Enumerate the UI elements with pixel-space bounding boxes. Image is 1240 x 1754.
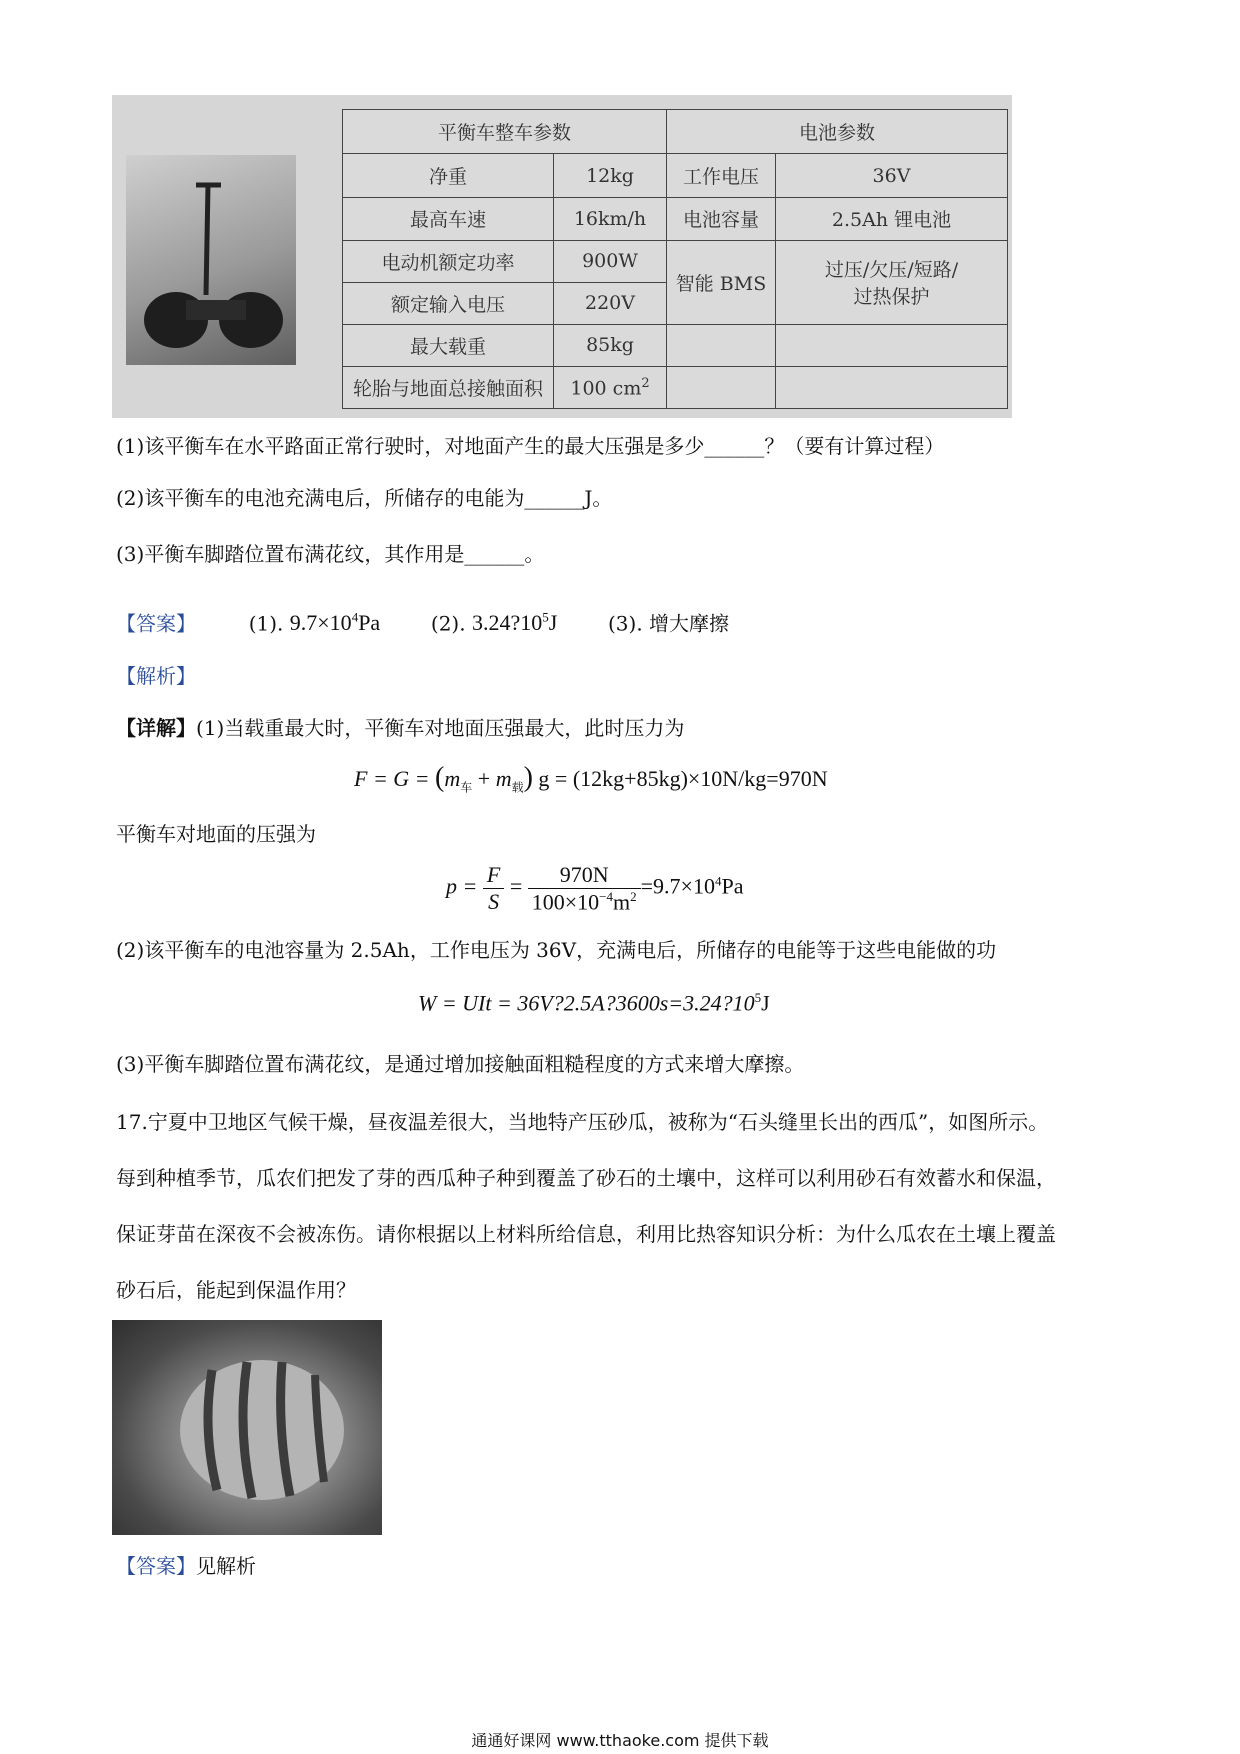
table-cell: 最高车速	[343, 198, 554, 240]
table-cell: 最大载重	[343, 324, 554, 366]
formula-force: $F = G = (m_车 + m_载) g = (12kg+85kg)\times 10N/kg=970N$	[354, 762, 828, 795]
table-cell: 16km/h	[554, 198, 667, 240]
table-cell: 净重	[343, 154, 554, 198]
segway-icon	[126, 155, 296, 365]
answer-3-prefix: (3).	[608, 611, 643, 636]
table-header-vehicle: 平衡车整车参数	[343, 110, 667, 154]
formula-force-right: g = (12kg+85kg)×10N/kg=970N	[538, 766, 828, 791]
table-cell-bms-label: 智能 BMS	[667, 240, 776, 324]
answer-1-value: $9.7\times 10^4Pa$	[289, 610, 381, 636]
bms-value-line1: 过压/欠压/短路/	[824, 259, 959, 282]
watermelon-photo	[112, 1320, 382, 1535]
formula-energy: W = UIt = $36V?2.5A?3600s=3.24?10^5J$	[418, 990, 770, 1016]
detail-line	[116, 714, 684, 742]
table-cell: 220V	[554, 282, 667, 324]
table-cell: 工作电压	[667, 154, 776, 198]
q17-line1: 17.宁夏中卫地区气候干燥，昼夜温差很大，当地特产压砂瓜，被称为“石头缝里长出的西瓜”，如图所示。	[116, 1110, 1049, 1134]
question-3: (3)平衡车脚踏位置布满花纹，其作用是______。	[116, 542, 545, 566]
segway-photo	[126, 155, 296, 365]
formula-pressure: p = $\frac{F}{S}$ = $\frac{970N}{100\times 10^{-4}m^2}$ $=9.7\times 10^4Pa$	[446, 862, 744, 915]
table-cell-bms-value	[776, 240, 1008, 324]
answer-label: 【答案】	[116, 611, 196, 636]
friction-text: (3)平衡车脚踏位置布满花纹，是通过增加接触面粗糙程度的方式来增大摩擦。	[116, 1052, 805, 1076]
table-cell-empty	[667, 324, 776, 366]
bms-value-line2: 过热保护	[853, 286, 930, 309]
contact-area-value: 100 cm	[570, 377, 642, 400]
watermelon-icon	[112, 1320, 382, 1535]
detail-label: 【详解】	[116, 716, 196, 740]
answer-2-value: $3.24?10^5J$	[471, 610, 558, 636]
table-cell-empty	[776, 324, 1008, 366]
answer-1-prefix: (1).	[248, 611, 284, 636]
table-cell: 100 $cm^2$	[554, 366, 667, 408]
q17-line2: 每到种植季节，瓜农们把发了芽的西瓜种子种到覆盖了砂石的土壤中，这样可以利用砂石有效蓄水和保温，	[116, 1166, 1056, 1190]
table-cell: 900W	[554, 240, 667, 282]
q17-answer-label: 【答案】	[116, 1554, 196, 1578]
table-cell: 额定输入电压	[343, 282, 554, 324]
q17-line4: 砂石后，能起到保温作用？	[116, 1278, 356, 1302]
table-cell-empty	[776, 366, 1008, 408]
table-cell: 85kg	[554, 324, 667, 366]
table-cell: 轮胎与地面总接触面积	[343, 366, 554, 408]
analysis-label: 【解析】	[116, 664, 196, 688]
segway-figure	[112, 95, 1012, 418]
answer-2-prefix: (2).	[430, 611, 466, 636]
answer-3-value: 增大摩擦	[649, 611, 730, 636]
q17-answer	[116, 1552, 256, 1580]
table-cell-empty	[667, 366, 776, 408]
answer-line	[116, 604, 729, 637]
fraction-f-over-s: $\frac{F}{S}$	[483, 862, 504, 915]
table-cell: 2.5Ah 锂电池	[776, 198, 1008, 240]
detail-text: (1)当载重最大时，平衡车对地面压强最大，此时压力为	[196, 716, 685, 740]
question-1: (1)该平衡车在水平路面正常行驶时，对地面产生的最大压强是多少______？（要有计算过程）	[116, 434, 945, 458]
battery-text: (2)该平衡车的电池容量为 2.5Ah，工作电压为 36V，充满电后，所储存的电能等于这些电能做的功	[116, 938, 997, 962]
q17-line3: 保证芽苗在深夜不会被冻伤。请你根据以上材料所给信息，利用比热容知识分析：为什么瓜农在土壤上覆盖	[116, 1222, 1056, 1246]
table-cell: 电池容量	[667, 198, 776, 240]
formula-force-left: F = G =	[354, 766, 430, 791]
q17-answer-text: 见解析	[196, 1554, 256, 1578]
table-cell: 36V	[776, 154, 1008, 198]
spec-table	[342, 109, 1008, 409]
fraction-numeric: $\frac{970N}{100\times 10^{-4}m^2}$	[528, 862, 641, 915]
question-2: (2)该平衡车的电池充满电后，所储存的电能为______J。	[116, 486, 613, 510]
table-cell: 电动机额定功率	[343, 240, 554, 282]
table-header-battery: 电池参数	[667, 110, 1008, 154]
pressure-intro: 平衡车对地面的压强为	[116, 822, 316, 846]
footer-text: 通通好课网 www.tthaoke.com 提供下载	[471, 1731, 769, 1750]
table-cell: 12kg	[554, 154, 667, 198]
